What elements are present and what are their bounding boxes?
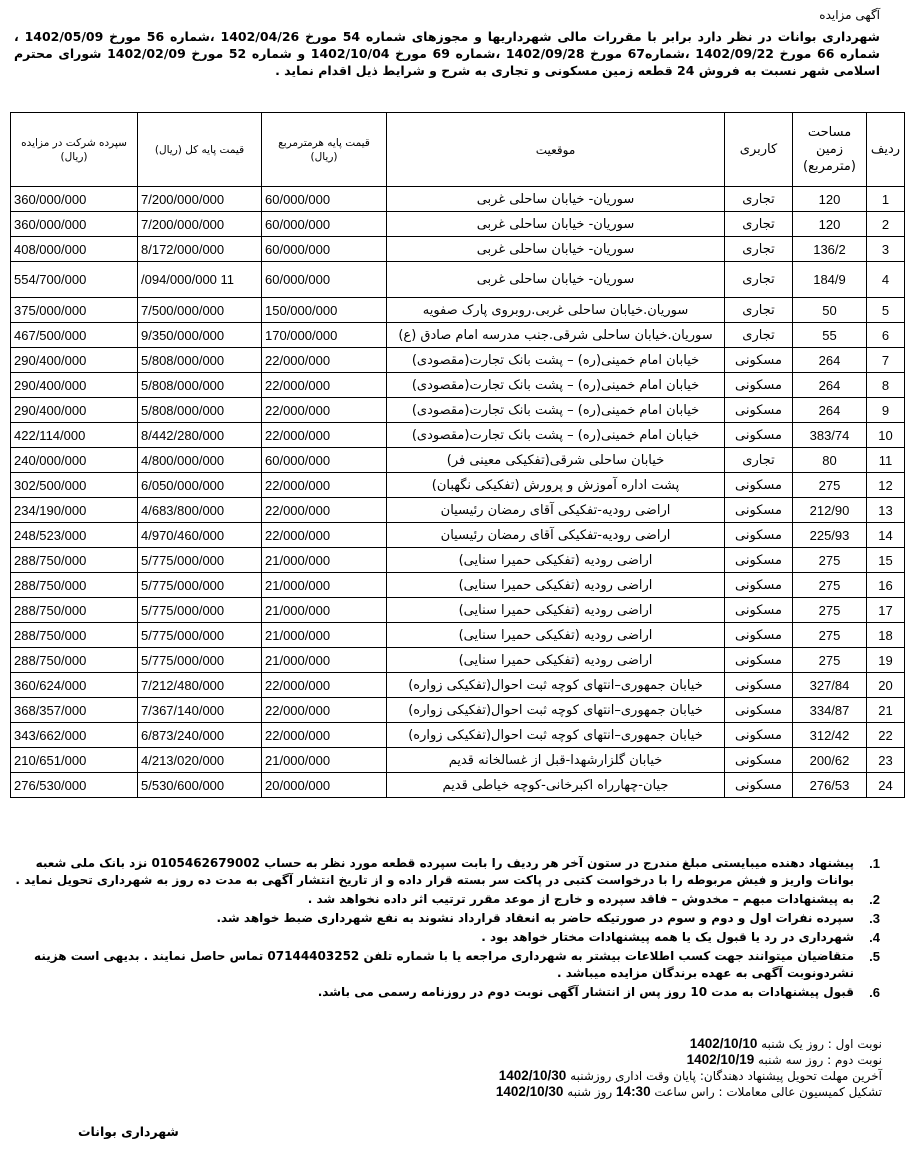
row-area: 312/42: [793, 723, 867, 748]
row-number: 23: [867, 748, 905, 773]
schedule-second-label: نوبت دوم : روز سه شنبه: [758, 1053, 882, 1067]
row-number: 12: [867, 473, 905, 498]
row-location: سوریان- خیابان ساحلی غربی: [387, 262, 725, 298]
row-location: خیابان امام خمینی(ره) – پشت بانک تجارت(مقصودی): [387, 373, 725, 398]
row-area: 276/53: [793, 773, 867, 798]
table-row: [11, 748, 905, 773]
row-location: خیابان امام خمینی(ره) – پشت بانک تجارت(مقصودی): [387, 348, 725, 373]
row-total-price: 8/442/280/000: [138, 423, 262, 448]
row-area: 55: [793, 323, 867, 348]
condition-text: متقاضیان میتوانند جهت کسب اطلاعات بیشتر به شهرداری مراجعه یا با شماره تلفن 07144403252 تماس حاصل نمایند . بدیهی است هزینه نشردونوبت آگهی به عهده برندگان مزایده میباشد .: [34, 949, 854, 980]
row-usage: مسکونی: [725, 523, 793, 548]
header-total-price: قیمت پایه کل (ریال): [138, 113, 262, 187]
row-deposit: 248/523/000: [11, 523, 138, 548]
header-area: مساحت زمین (مترمربع): [793, 113, 867, 187]
row-usage: تجاری: [725, 187, 793, 212]
row-area: 275: [793, 573, 867, 598]
row-unit-price: 60/000/000: [262, 262, 387, 298]
row-unit-price: 22/000/000: [262, 723, 387, 748]
row-usage: مسکونی: [725, 673, 793, 698]
row-unit-price: 21/000/000: [262, 623, 387, 648]
row-number: 10: [867, 423, 905, 448]
table-row: [11, 523, 905, 548]
row-number: 8: [867, 373, 905, 398]
header-unit-price: قیمت پایه هرمترمربع (ریال): [262, 113, 387, 187]
row-unit-price: 21/000/000: [262, 648, 387, 673]
row-area: 275: [793, 548, 867, 573]
row-number: 3: [867, 237, 905, 262]
row-deposit: 360/624/000: [11, 673, 138, 698]
row-total-price: 6/050/000/000: [138, 473, 262, 498]
table-row: [11, 623, 905, 648]
row-deposit: 360/000/000: [11, 212, 138, 237]
row-number: 6: [867, 323, 905, 348]
table-row: [11, 423, 905, 448]
row-deposit: 368/357/000: [11, 698, 138, 723]
row-location: پشت اداره آموزش و پرورش (تفکیکی نگهبان): [387, 473, 725, 498]
row-usage: مسکونی: [725, 573, 793, 598]
row-total-price: 5/775/000/000: [138, 548, 262, 573]
table-row: [11, 237, 905, 262]
row-location: جیان-چهارراه اکبرخانی-کوچه خیاطی قدیم: [387, 773, 725, 798]
row-unit-price: 60/000/000: [262, 187, 387, 212]
schedule-commission-label: تشکیل کمیسیون عالی معاملات : راس ساعت: [654, 1085, 882, 1099]
row-unit-price: 60/000/000: [262, 448, 387, 473]
parcels-table: [10, 112, 905, 798]
row-number: 19: [867, 648, 905, 673]
row-number: 15: [867, 548, 905, 573]
row-usage: مسکونی: [725, 598, 793, 623]
table-row: [11, 373, 905, 398]
row-total-price: 7/212/480/000: [138, 673, 262, 698]
row-deposit: 554/700/000: [11, 262, 138, 298]
table-row: [11, 262, 905, 298]
row-location: سوریان.خیابان ساحلی غربی.روبروی پارک صفویه: [387, 298, 725, 323]
row-unit-price: 21/000/000: [262, 748, 387, 773]
table-row: [11, 298, 905, 323]
row-area: 184/9: [793, 262, 867, 298]
row-number: 24: [867, 773, 905, 798]
row-deposit: 288/750/000: [11, 548, 138, 573]
header-deposit: سپرده شرکت در مزایده (ریال): [11, 113, 138, 187]
row-usage: مسکونی: [725, 548, 793, 573]
schedule-commission: [420, 1084, 882, 1100]
row-total-price: 7/500/000/000: [138, 298, 262, 323]
row-deposit: 290/400/000: [11, 398, 138, 423]
table-row: [11, 473, 905, 498]
row-total-price: 4/213/020/000: [138, 748, 262, 773]
table-row: [11, 448, 905, 473]
table-row: [11, 498, 905, 523]
schedule-commission-mid: روز شنبه: [567, 1085, 613, 1099]
table-row: [11, 648, 905, 673]
row-unit-price: 60/000/000: [262, 212, 387, 237]
row-area: 275: [793, 473, 867, 498]
condition-item: [14, 929, 880, 946]
row-unit-price: 22/000/000: [262, 348, 387, 373]
row-unit-price: 22/000/000: [262, 398, 387, 423]
row-location: اراضی رودیه (تفکیکی حمیرا سنایی): [387, 548, 725, 573]
table-row: [11, 673, 905, 698]
schedule-deadline-label: آخرین مهلت تحویل پیشنهاد دهندگان: پایان وقت اداری روزشنبه: [570, 1069, 882, 1083]
row-area: 383/74: [793, 423, 867, 448]
row-unit-price: 22/000/000: [262, 698, 387, 723]
row-area: 225/93: [793, 523, 867, 548]
table-row: [11, 573, 905, 598]
row-unit-price: 22/000/000: [262, 373, 387, 398]
notice-title: آگهی مزایده: [819, 8, 880, 22]
row-number: 9: [867, 398, 905, 423]
row-deposit: 234/190/000: [11, 498, 138, 523]
row-location: اراضی رودیه (تفکیکی حمیرا سنایی): [387, 598, 725, 623]
row-location: خیابان امام خمینی(ره) – پشت بانک تجارت(مقصودی): [387, 423, 725, 448]
row-usage: مسکونی: [725, 423, 793, 448]
row-deposit: 288/750/000: [11, 648, 138, 673]
row-unit-price: 22/000/000: [262, 498, 387, 523]
row-unit-price: 20/000/000: [262, 773, 387, 798]
table-row: [11, 187, 905, 212]
row-number: 1: [867, 187, 905, 212]
row-unit-price: 22/000/000: [262, 673, 387, 698]
row-deposit: 210/651/000: [11, 748, 138, 773]
row-usage: مسکونی: [725, 623, 793, 648]
condition-number: 2.: [869, 892, 880, 907]
row-total-price: 7/200/000/000: [138, 187, 262, 212]
condition-text: سپرده نفرات اول و دوم و سوم در صورتیکه حاضر به انعقاد قرارداد نشوند به نفع شهرداری ضبط خواهد شد.: [216, 911, 854, 925]
header-usage: کاربری: [725, 113, 793, 187]
row-number: 7: [867, 348, 905, 373]
row-deposit: 290/400/000: [11, 348, 138, 373]
row-unit-price: 22/000/000: [262, 523, 387, 548]
row-usage: مسکونی: [725, 723, 793, 748]
row-deposit: 302/500/000: [11, 473, 138, 498]
schedule-commission-time: 14:30: [616, 1084, 651, 1099]
row-deposit: 240/000/000: [11, 448, 138, 473]
row-area: 120: [793, 187, 867, 212]
row-total-price: 5/808/000/000: [138, 398, 262, 423]
row-location: خیابان جمهوری–انتهای کوچه ثبت احوال(تفکیکی زواره): [387, 723, 725, 748]
table-row: [11, 348, 905, 373]
row-number: 2: [867, 212, 905, 237]
row-usage: مسکونی: [725, 398, 793, 423]
row-total-price: 5/775/000/000: [138, 648, 262, 673]
row-unit-price: 21/000/000: [262, 573, 387, 598]
condition-text: قبول پیشنهادات به مدت 10 روز پس از انتشار آگهی نوبت دوم در روزنامه رسمی می باشد.: [317, 985, 854, 999]
table-row: [11, 323, 905, 348]
row-area: 264: [793, 348, 867, 373]
conditions-list: [14, 855, 880, 1003]
row-usage: تجاری: [725, 212, 793, 237]
row-total-price: 5/775/000/000: [138, 598, 262, 623]
row-deposit: 288/750/000: [11, 623, 138, 648]
condition-item: [14, 948, 880, 982]
row-deposit: 408/000/000: [11, 237, 138, 262]
row-location: خیابان ساحلی شرقی(تفکیکی معینی فر): [387, 448, 725, 473]
row-location: خیابان گلزارشهدا-قبل از غسالخانه قدیم: [387, 748, 725, 773]
condition-number: 1.: [869, 856, 880, 871]
condition-number: 6.: [869, 985, 880, 1000]
condition-item: [14, 910, 880, 927]
row-deposit: 276/530/000: [11, 773, 138, 798]
condition-item: [14, 855, 880, 889]
schedule-commission-date: 1402/10/30: [495, 1084, 564, 1099]
table-row: [11, 773, 905, 798]
row-area: 136/2: [793, 237, 867, 262]
row-total-price: 9/350/000/000: [138, 323, 262, 348]
row-total-price: 6/873/240/000: [138, 723, 262, 748]
row-area: 200/62: [793, 748, 867, 773]
condition-number: 5.: [869, 949, 880, 964]
condition-text: شهرداری در رد یا قبول یک یا همه پیشنهادات مختار خواهد بود .: [481, 930, 854, 944]
row-usage: مسکونی: [725, 748, 793, 773]
row-area: 80: [793, 448, 867, 473]
row-area: 275: [793, 648, 867, 673]
row-usage: مسکونی: [725, 698, 793, 723]
row-unit-price: 60/000/000: [262, 237, 387, 262]
row-usage: تجاری: [725, 323, 793, 348]
row-usage: تجاری: [725, 262, 793, 298]
row-area: 120: [793, 212, 867, 237]
table-header-row: [11, 113, 905, 187]
row-unit-price: 170/000/000: [262, 323, 387, 348]
notice-intro: شهرداری بوانات در نظر دارد برابر با مقررات مالی شهرداریها و مجوزهای شماره 54 مورخ 1402/04/26 ،شماره 56 مورخ 1402/05/09 ، شماره 66 مورخ 1402/09/22 ،شماره67 مورخ 1402/09/28 ،شماره 69 مورخ 1402/10/04 و شماره 52 مورخ 1402/02/09 شورای محترم اسلامی شهر نسبت به فروش 24 قطعه زمین مسکونی و تجاری به شرح و شرایط ذیل اقدام نماید .: [14, 29, 880, 78]
condition-number: 3.: [869, 911, 880, 926]
row-deposit: 422/114/000: [11, 423, 138, 448]
row-total-price: 8/172/000/000: [138, 237, 262, 262]
schedule-first-date: 1402/10/10: [689, 1036, 758, 1051]
row-area: 327/84: [793, 673, 867, 698]
table-row: [11, 723, 905, 748]
row-location: اراضی رودیه-تفکیکی آقای رمضان رئیسیان: [387, 523, 725, 548]
condition-item: [14, 984, 880, 1001]
row-total-price: /094/000/000 11: [138, 262, 262, 298]
row-area: 50: [793, 298, 867, 323]
row-number: 14: [867, 523, 905, 548]
table-body: [11, 187, 905, 798]
row-total-price: 5/808/000/000: [138, 373, 262, 398]
table-row: [11, 548, 905, 573]
row-location: خیابان جمهوری–انتهای کوچه ثبت احوال(تفکیکی زواره): [387, 698, 725, 723]
row-area: 264: [793, 398, 867, 423]
row-usage: مسکونی: [725, 498, 793, 523]
row-number: 11: [867, 448, 905, 473]
row-usage: تجاری: [725, 237, 793, 262]
row-area: 334/87: [793, 698, 867, 723]
row-total-price: 5/530/600/000: [138, 773, 262, 798]
row-number: 13: [867, 498, 905, 523]
row-deposit: 288/750/000: [11, 598, 138, 623]
row-location: اراضی رودیه-تفکیکی آقای رمضان رئیسیان: [387, 498, 725, 523]
row-area: 212/90: [793, 498, 867, 523]
row-number: 22: [867, 723, 905, 748]
row-unit-price: 22/000/000: [262, 423, 387, 448]
table-row: [11, 212, 905, 237]
row-usage: مسکونی: [725, 373, 793, 398]
header-location: موقعیت: [387, 113, 725, 187]
row-location: سوریان.خیابان ساحلی شرقی.جنب مدرسه امام صادق (ع): [387, 323, 725, 348]
condition-item: [14, 891, 880, 908]
schedule-second: [420, 1052, 882, 1068]
row-number: 5: [867, 298, 905, 323]
row-location: اراضی رودیه (تفکیکی حمیرا سنایی): [387, 648, 725, 673]
schedule-first-label: نوبت اول : روز یک شنبه: [761, 1037, 882, 1051]
row-total-price: 4/800/000/000: [138, 448, 262, 473]
row-area: 264: [793, 373, 867, 398]
row-number: 4: [867, 262, 905, 298]
row-area: 275: [793, 598, 867, 623]
header-row-number: ردیف: [867, 113, 905, 187]
row-deposit: 288/750/000: [11, 573, 138, 598]
row-deposit: 360/000/000: [11, 187, 138, 212]
row-number: 16: [867, 573, 905, 598]
row-usage: مسکونی: [725, 773, 793, 798]
row-total-price: 5/808/000/000: [138, 348, 262, 373]
row-unit-price: 21/000/000: [262, 598, 387, 623]
row-unit-price: 21/000/000: [262, 548, 387, 573]
row-deposit: 467/500/000: [11, 323, 138, 348]
row-usage: تجاری: [725, 298, 793, 323]
row-total-price: 4/683/800/000: [138, 498, 262, 523]
row-location: اراضی رودیه (تفکیکی حمیرا سنایی): [387, 573, 725, 598]
condition-number: 4.: [869, 930, 880, 945]
row-total-price: 5/775/000/000: [138, 623, 262, 648]
schedule-deadline-date: 1402/10/30: [498, 1068, 567, 1083]
row-number: 17: [867, 598, 905, 623]
schedule-first: [420, 1036, 882, 1052]
row-usage: مسکونی: [725, 648, 793, 673]
row-location: سوریان- خیابان ساحلی غربی: [387, 212, 725, 237]
signature: شهرداری بوانات: [78, 1124, 179, 1139]
schedule-second-date: 1402/10/19: [686, 1052, 755, 1067]
condition-text: پیشنهاد دهنده میبایستی مبلغ مندرج در ستون آخر هر ردیف را بابت سپرده قطعه مورد نظر به حساب 0105462679002 نزد بانک ملی شعبه بوانات واریز و فیش مربوطه را با درخواست کتبی در پاکت سر بسته قرار داده و از تاریخ انتشار آگهی به مدت ده روز به شهرداری تحویل نماید .: [15, 856, 854, 887]
row-area: 275: [793, 623, 867, 648]
table-row: [11, 698, 905, 723]
row-location: خیابان جمهوری–انتهای کوچه ثبت احوال(تفکیکی زواره): [387, 673, 725, 698]
row-total-price: 4/970/460/000: [138, 523, 262, 548]
row-unit-price: 150/000/000: [262, 298, 387, 323]
row-location: سوریان- خیابان ساحلی غربی: [387, 187, 725, 212]
schedule-deadline: [420, 1068, 882, 1084]
row-location: اراضی رودیه (تفکیکی حمیرا سنایی): [387, 623, 725, 648]
row-usage: مسکونی: [725, 348, 793, 373]
row-unit-price: 22/000/000: [262, 473, 387, 498]
row-total-price: 7/200/000/000: [138, 212, 262, 237]
row-location: خیابان امام خمینی(ره) – پشت بانک تجارت(مقصودی): [387, 398, 725, 423]
row-location: سوریان- خیابان ساحلی غربی: [387, 237, 725, 262]
row-deposit: 290/400/000: [11, 373, 138, 398]
row-deposit: 375/000/000: [11, 298, 138, 323]
table-row: [11, 598, 905, 623]
row-total-price: 7/367/140/000: [138, 698, 262, 723]
row-deposit: 343/662/000: [11, 723, 138, 748]
condition-text: به پیشنهادات مبهم – مخدوش – فاقد سپرده و خارج از موعد مقرر ترتیب اثر داده نخواهد شد .: [307, 892, 854, 906]
row-number: 18: [867, 623, 905, 648]
row-usage: تجاری: [725, 448, 793, 473]
row-total-price: 5/775/000/000: [138, 573, 262, 598]
schedule-block: [420, 1036, 882, 1100]
row-number: 21: [867, 698, 905, 723]
row-number: 20: [867, 673, 905, 698]
table-row: [11, 398, 905, 423]
row-usage: مسکونی: [725, 473, 793, 498]
